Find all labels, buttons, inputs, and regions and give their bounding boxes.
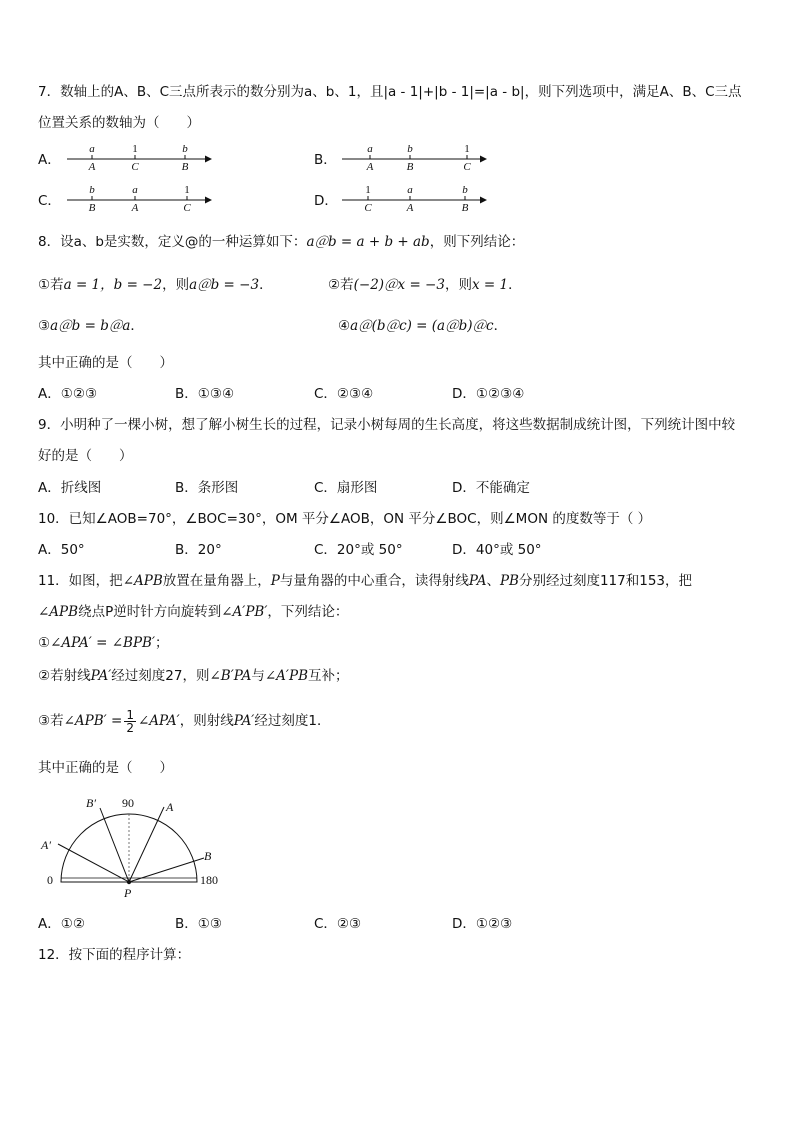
q8-s3-math: a＠b = b＠a: [50, 318, 131, 334]
protractor-figure: [36, 792, 236, 902]
q9-line1: 9．小明种了一棵小树，想了解小树生长的过程，记录小树每周的生长高度，将这些数据制成统计图，下列统计图中较: [38, 417, 736, 433]
q7d-bottom-2: A: [406, 202, 414, 214]
q7b-bottom-3: C: [463, 161, 471, 173]
q7d-top-3: b: [462, 184, 468, 196]
q11-frac-den: 2: [126, 720, 134, 735]
label-b-prime: B′: [86, 796, 96, 810]
q10-option-d: D．40°或 50°: [452, 542, 542, 558]
q8-s2-pre: ②若: [328, 277, 354, 293]
q9-option-d: D．不能确定: [452, 480, 530, 496]
q7-option-a-number-line: [65, 145, 215, 175]
q11-s3-m3: PA′: [233, 713, 255, 729]
q11-frac-num: 1: [126, 707, 134, 722]
q11-s2-a: 经过刻度27，则: [111, 668, 210, 684]
q11-s3-m1: ∠APB′ =: [63, 713, 123, 729]
ray-pa: [129, 807, 164, 882]
q9-option-c: C．扇形图: [314, 480, 378, 496]
q8-s4-end: ．: [493, 318, 508, 334]
q7-option-c-letter: C．: [38, 193, 61, 209]
q8-s3-pre: ③: [38, 318, 51, 334]
q11-s2-m1: PA′: [90, 668, 112, 684]
q9-option-b: B．条形图: [175, 480, 239, 496]
q7b-top-3: 1: [464, 143, 470, 155]
q11-s3-m2: ∠APA′: [137, 713, 180, 729]
ray-pb: [129, 858, 204, 882]
q7c-bottom-3: C: [183, 202, 191, 214]
q11-statement-2: [38, 667, 349, 685]
q8-option-a: A．①②③: [38, 386, 98, 402]
q8-s1-mid: ，则: [162, 277, 190, 293]
q7c-top-2: a: [132, 184, 138, 196]
q7a-top-3: b: [182, 143, 188, 155]
q7-option-a-letter: A．: [38, 152, 61, 168]
q7-option-c-number-line: [65, 186, 215, 216]
q8-s4-pre: ④: [338, 318, 351, 334]
q7c-top-3: 1: [184, 184, 190, 196]
q8-statement-4: [338, 317, 507, 335]
q10-option-a: A．50°: [38, 542, 85, 558]
q7b-bottom-2: B: [406, 161, 414, 173]
q7d-bottom-3: B: [461, 202, 469, 214]
q7-option-d-letter: D．: [314, 193, 338, 209]
q8-s4-math: a＠(b＠c) = (a＠b)＠c: [350, 318, 494, 334]
q7a-bottom-3: B: [181, 161, 189, 173]
q11-l2-b: ，下列结论：: [267, 604, 349, 620]
q8-option-b: B．①③④: [175, 386, 235, 402]
q8-stem-tail: ，则下列结论：: [429, 234, 525, 250]
q7-line2: 位置关系的数轴为（ ）: [38, 115, 200, 131]
q7a-top-1: a: [89, 143, 95, 155]
q11-s2-pre: ②若射线: [38, 668, 91, 684]
q8-s2-mid: ，则: [444, 277, 472, 293]
q8-statement-1: [38, 276, 273, 294]
q8-s1-end: ．: [259, 277, 273, 293]
q7-line1: 7．数轴上的A、B、C三点所表示的数分别为a、b、1，且|a - 1|+|b - 1|=|a - b|，则下列选项中，满足A、B、C三点: [38, 84, 742, 100]
q11-s3-end: 经过刻度1．: [254, 713, 331, 729]
q7b-top-2: b: [407, 143, 413, 155]
ray-pb-prime: [100, 808, 129, 882]
q11-option-b: B．①③: [175, 916, 222, 932]
label-b: B: [204, 849, 212, 863]
q11-l2-m1: ∠APB: [38, 604, 79, 620]
q11-s2-c: 互补；: [308, 668, 349, 684]
q9-option-a: A．折线图: [38, 480, 102, 496]
q11-l2-m2: ∠A′PB′: [221, 604, 268, 620]
q11-l1-b: 放置在量角器上，: [162, 573, 271, 589]
q8-option-d: D．①②③④: [452, 386, 525, 402]
q11-l2-a: 绕点P逆时针方向旋转到: [78, 604, 222, 620]
q11-l1-a: 11．如图，把: [38, 573, 123, 589]
q7c-top-1: b: [89, 184, 95, 196]
q7a-top-2: 1: [132, 143, 138, 155]
q9-line2: 好的是（ ）: [38, 448, 133, 464]
q11-l1-m3: PA: [468, 573, 487, 589]
q8-option-c: C．②③④: [314, 386, 374, 402]
q11-s1-end: ；: [155, 635, 169, 651]
label-p: P: [124, 886, 132, 900]
q7b-top-1: a: [367, 143, 373, 155]
q7c-bottom-1: B: [88, 202, 96, 214]
q8-s3-end: ．: [130, 318, 144, 334]
q7c-bottom-2: A: [131, 202, 139, 214]
q11-line2: [38, 603, 348, 621]
q8-stem-text: 8．设a、b是实数，定义@的一种运算如下：: [38, 234, 307, 250]
q8-statement-3: [38, 317, 144, 335]
q7-option-b-letter: B．: [314, 152, 337, 168]
q8-s2-end: ．: [508, 277, 522, 293]
q11-s2-b: 与: [251, 668, 265, 684]
q8-statement-2: [328, 276, 522, 294]
q11-s2-m2: ∠B′PA: [209, 668, 252, 684]
q11-s3-post: ，则射线: [179, 713, 234, 729]
q7a-bottom-1: A: [88, 161, 96, 173]
q7d-bottom-1: C: [364, 202, 372, 214]
q11-s2-m3: ∠A′PB: [264, 668, 309, 684]
q11-l1-m2: P: [270, 573, 280, 589]
q8-s1-pre: ①若: [38, 277, 64, 293]
q7d-top-2: a: [407, 184, 413, 196]
q11-l1-c: 与量角器的中心重合，读得射线: [279, 573, 469, 589]
q7-option-b-number-line: [340, 145, 490, 175]
q11-l1-m1: ∠APB: [122, 573, 163, 589]
q8-stem: [38, 233, 524, 251]
q11-option-c: C．②③: [314, 916, 362, 932]
q11-l1-e: 分别经过刻度117和153，把: [518, 573, 693, 589]
q8-ask: 其中正确的是（ ）: [38, 355, 173, 371]
label-90: 90: [122, 796, 134, 810]
q10-option-b: B．20°: [175, 542, 222, 558]
q11-fraction: [124, 709, 136, 734]
q11-option-d: D．①②③: [452, 916, 513, 932]
q11-ask: 其中正确的是（ ）: [38, 760, 173, 776]
label-a: A: [166, 800, 174, 814]
q11-s1-pre: ①: [38, 635, 51, 651]
q11-option-a: A．①②: [38, 916, 85, 932]
center-point-p: [127, 880, 131, 884]
q10-option-c: C．20°或 50°: [314, 542, 403, 558]
label-a-prime: A′: [41, 838, 51, 852]
q7-option-d-number-line: [340, 186, 490, 216]
q11-s3-pre: ③若: [38, 713, 64, 729]
q11-l1-m4: PB: [499, 573, 519, 589]
q8-formula: a＠b = a + b + ab: [306, 234, 430, 250]
ray-pa-prime: [58, 844, 129, 882]
q7d-top-1: 1: [365, 184, 371, 196]
label-0: 0: [47, 873, 53, 887]
q10-line1: 10．已知∠AOB=70°，∠BOC=30°，OM 平分∠AOB，ON 平分∠BOC，则∠MON 的度数等于（ ）: [38, 511, 652, 527]
q8-s1-math2: a＠b = −3: [189, 277, 260, 293]
q11-l1-d: 、: [486, 573, 500, 589]
q8-s2-math: (−2)＠x = −3: [353, 277, 445, 293]
label-180: 180: [200, 873, 218, 887]
q8-s1-math: a = 1，b = −2: [63, 277, 163, 293]
q11-statement-1: [38, 634, 169, 652]
q11-statement-3: [38, 708, 330, 734]
q7b-bottom-1: A: [366, 161, 374, 173]
q7a-bottom-2: C: [131, 161, 139, 173]
q12-line1: 12．按下面的程序计算：: [38, 947, 191, 963]
q11-s1-math: ∠APA′ = ∠BPB′: [50, 635, 156, 651]
q11-line1: [38, 572, 692, 590]
q8-s2-math2: x = 1: [471, 277, 509, 293]
